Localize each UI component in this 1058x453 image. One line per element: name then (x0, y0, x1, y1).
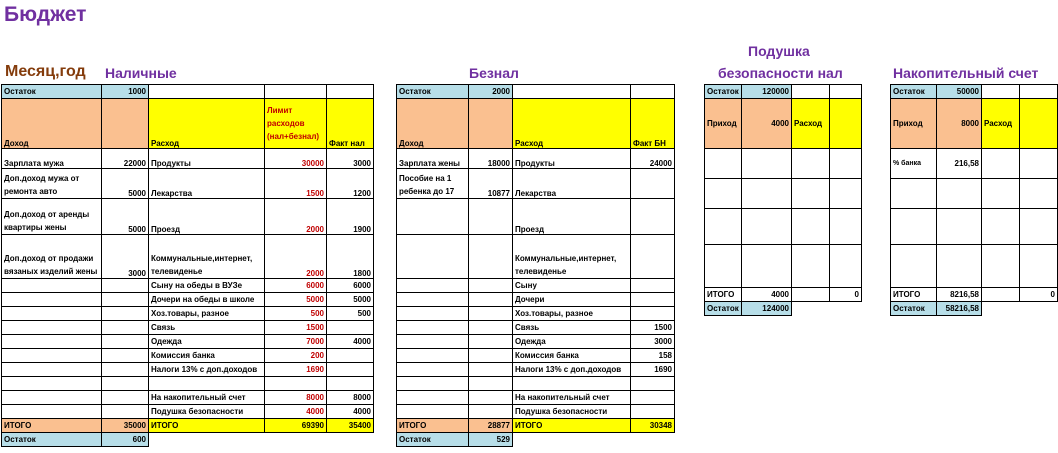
savings-total-out[interactable]: 0 (1020, 288, 1058, 302)
noncash-total-income[interactable]: 28877 (469, 419, 513, 433)
cash-expense-limit[interactable]: 1500 (265, 169, 327, 199)
noncash-income-value[interactable]: 10877 (469, 169, 513, 199)
cash-total-label[interactable]: ИТОГО (2, 419, 102, 433)
cushion-total-label[interactable]: ИТОГО (705, 288, 742, 302)
cushion-in-label[interactable]: Приход (705, 99, 742, 149)
cash-expense-label[interactable]: Сыну на обеды в ВУЗе (149, 279, 265, 293)
noncash-total-expense-label[interactable]: ИТОГО (513, 419, 631, 433)
noncash-income-label[interactable]: Зарплата жены (397, 149, 469, 169)
noncash-income-header[interactable]: Доход (397, 99, 469, 149)
noncash-end-balance-label[interactable]: Остаток (397, 433, 469, 447)
noncash-expense-fact[interactable] (631, 279, 675, 293)
cash-income-label[interactable]: Доп.доход мужа от ремонта авто (2, 169, 102, 199)
cash-fact-header[interactable]: Факт нал (327, 99, 374, 149)
savings-balance-value[interactable]: 50000 (937, 85, 982, 99)
cash-expense-limit[interactable]: 2000 (265, 199, 327, 235)
cash-expense-limit[interactable]: 2000 (265, 235, 327, 279)
cushion-out-label[interactable]: Расход (792, 99, 830, 149)
noncash-income-label[interactable] (397, 199, 469, 235)
cash-total-fact[interactable]: 35400 (327, 419, 374, 433)
cash-expense-label[interactable]: Подушка безопасности (149, 405, 265, 419)
cash-expense-header[interactable]: Расход (149, 99, 265, 149)
savings-pct-value[interactable]: 216,58 (937, 149, 982, 179)
cash-expense-fact[interactable] (327, 377, 374, 391)
noncash-expense-fact[interactable]: 3000 (631, 335, 675, 349)
noncash-expense-fact[interactable]: 1500 (631, 321, 675, 335)
noncash-expense-label[interactable]: Проезд (513, 199, 631, 235)
cash-expense-fact[interactable] (327, 321, 374, 335)
noncash-expense-header[interactable]: Расход (513, 99, 631, 149)
cash-expense-fact[interactable]: 6000 (327, 279, 374, 293)
cash-income-label[interactable]: Зарплата мужа (2, 149, 102, 169)
cash-expense-limit[interactable]: 1690 (265, 363, 327, 377)
cash-income-header[interactable]: Доход (2, 99, 102, 149)
cash-expense-label[interactable]: Одежда (149, 335, 265, 349)
cash-expense-limit[interactable]: 4000 (265, 405, 327, 419)
noncash-expense-label[interactable]: Дочери (513, 293, 631, 307)
cash-expense-label[interactable]: Комиссия банка (149, 349, 265, 363)
noncash-expense-fact[interactable]: 1690 (631, 363, 675, 377)
cash-expense-fact[interactable]: 500 (327, 307, 374, 321)
cash-income-label[interactable]: Доп.доход от аренды квартиры жены (2, 199, 102, 235)
cash-expense-limit[interactable]: 6000 (265, 279, 327, 293)
noncash-expense-label[interactable]: Подушка безопасности (513, 405, 631, 419)
savings-end-balance-label[interactable]: Остаток (891, 302, 937, 316)
noncash-expense-fact[interactable] (631, 307, 675, 321)
cash-end-balance-label[interactable]: Остаток (2, 433, 102, 447)
cash-income-label[interactable]: Доп.доход от продажи вязаных изделий жены (2, 235, 102, 279)
cash-expense-label[interactable]: Налоги 13% с доп.доходов (149, 363, 265, 377)
noncash-expense-fact[interactable] (631, 293, 675, 307)
cash-table (1, 84, 374, 447)
cash-balance-label[interactable]: Остаток (2, 85, 102, 99)
cash-expense-fact[interactable]: 1800 (327, 235, 374, 279)
noncash-end-balance-value[interactable]: 529 (469, 433, 513, 447)
cash-expense-limit[interactable]: 5000 (265, 293, 327, 307)
noncash-expense-label[interactable]: Налоги 13% с доп.доходов (513, 363, 631, 377)
noncash-expense-fact[interactable] (631, 199, 675, 235)
cash-expense-label[interactable]: Проезд (149, 199, 265, 235)
cushion-table (704, 84, 862, 316)
noncash-balance-label[interactable]: Остаток (397, 85, 469, 99)
noncash-expense-label[interactable]: Продукты (513, 149, 631, 169)
savings-pct-label[interactable]: % банка (891, 149, 937, 179)
noncash-expense-label[interactable]: Сыну (513, 279, 631, 293)
cash-limit-header[interactable]: Лимит расходов (нал+безнал) (265, 99, 327, 149)
cash-expense-label[interactable]: Связь (149, 321, 265, 335)
cushion-in-value[interactable]: 4000 (742, 99, 792, 149)
noncash-total-fact[interactable]: 30348 (631, 419, 675, 433)
cushion-section-title-line1: Подушка (748, 43, 810, 59)
cash-expense-fact[interactable] (327, 363, 374, 377)
noncash-expense-label[interactable] (513, 377, 631, 391)
cash-income-value[interactable]: 3000 (102, 235, 149, 279)
cash-expense-fact[interactable]: 1900 (327, 199, 374, 235)
noncash-expense-fact[interactable] (631, 391, 675, 405)
cash-expense-fact[interactable]: 5000 (327, 293, 374, 307)
savings-out-label[interactable]: Расход (982, 99, 1020, 149)
noncash-expense-fact[interactable] (631, 235, 675, 279)
noncash-expense-fact[interactable]: 158 (631, 349, 675, 363)
noncash-total-label[interactable]: ИТОГО (397, 419, 469, 433)
cushion-total-in[interactable]: 4000 (742, 288, 792, 302)
savings-in-label[interactable]: Приход (891, 99, 937, 149)
noncash-expense-label[interactable]: На накопительный счет (513, 391, 631, 405)
cash-expense-limit[interactable] (265, 377, 327, 391)
noncash-expense-label[interactable]: Хоз.товары, разное (513, 307, 631, 321)
month-year-label: Месяц,год (5, 63, 86, 80)
cash-expense-label[interactable]: На накопительный счет (149, 391, 265, 405)
savings-total-in[interactable]: 8216,58 (937, 288, 982, 302)
savings-total-label[interactable]: ИТОГО (891, 288, 937, 302)
noncash-expense-label[interactable]: Одежда (513, 335, 631, 349)
page-title: Бюджет (4, 3, 87, 26)
cash-expense-label[interactable]: Лекарства (149, 169, 265, 199)
cash-income-value[interactable]: 5000 (102, 169, 149, 199)
cushion-end-balance-label[interactable]: Остаток (705, 302, 742, 316)
noncash-expense-fact[interactable] (631, 377, 675, 391)
noncash-expense-label[interactable]: Коммунальные,интернет, телевиденье (513, 235, 631, 279)
cash-expense-fact[interactable]: 3000 (327, 149, 374, 169)
savings-end-balance-value[interactable]: 58216,58 (937, 302, 982, 316)
cash-expense-limit[interactable]: 1500 (265, 321, 327, 335)
cash-balance-value[interactable]: 1000 (102, 85, 149, 99)
cushion-balance-value[interactable]: 120000 (742, 85, 792, 99)
cash-expense-fact[interactable]: 4000 (327, 405, 374, 419)
cash-income-value[interactable]: 22000 (102, 149, 149, 169)
noncash-expense-fact[interactable] (631, 405, 675, 419)
cash-expense-label[interactable]: Продукты (149, 149, 265, 169)
cash-section-title: Наличные (105, 65, 177, 81)
noncash-income-label[interactable] (397, 235, 469, 279)
noncash-income-value[interactable] (469, 199, 513, 235)
cash-expense-label[interactable] (149, 377, 265, 391)
noncash-balance-value[interactable]: 2000 (469, 85, 513, 99)
noncash-income-label[interactable]: Пособие на 1 ребенка до 17 (397, 169, 469, 199)
noncash-expense-fact[interactable] (631, 169, 675, 199)
cash-expense-fact[interactable]: 4000 (327, 335, 374, 349)
cushion-total-out[interactable]: 0 (830, 288, 862, 302)
cash-income-value[interactable]: 5000 (102, 199, 149, 235)
cash-expense-label[interactable]: Коммунальные,интернет, телевиденье (149, 235, 265, 279)
cash-expense-limit[interactable]: 30000 (265, 149, 327, 169)
cash-expense-limit[interactable]: 200 (265, 349, 327, 363)
noncash-expense-label[interactable]: Комиссия банка (513, 349, 631, 363)
cash-expense-limit[interactable]: 7000 (265, 335, 327, 349)
savings-in-value[interactable]: 8000 (937, 99, 982, 149)
noncash-expense-label[interactable]: Связь (513, 321, 631, 335)
cash-expense-fact[interactable]: 8000 (327, 391, 374, 405)
cash-total-limit[interactable]: 69390 (265, 419, 327, 433)
savings-balance-label[interactable]: Остаток (891, 85, 937, 99)
noncash-section-title: Безнал (469, 65, 519, 81)
cash-expense-fact[interactable]: 1200 (327, 169, 374, 199)
cash-expense-fact[interactable] (327, 349, 374, 363)
noncash-table (396, 84, 675, 447)
cash-expense-limit[interactable]: 8000 (265, 391, 327, 405)
cash-end-balance-value[interactable]: 600 (102, 433, 149, 447)
cash-expense-limit[interactable]: 500 (265, 307, 327, 321)
cash-total-expense-label[interactable]: ИТОГО (149, 419, 265, 433)
cash-total-income[interactable]: 35000 (102, 419, 149, 433)
savings-table (890, 84, 1058, 316)
savings-section-title: Накопительный счет (893, 65, 1039, 81)
noncash-expense-fact[interactable]: 24000 (631, 149, 675, 169)
cushion-end-balance-value[interactable]: 124000 (742, 302, 792, 316)
cash-expense-label[interactable]: Дочери на обеды в школе (149, 293, 265, 307)
noncash-expense-label[interactable]: Лекарства (513, 169, 631, 199)
cushion-balance-label[interactable]: Остаток (705, 85, 742, 99)
noncash-income-value[interactable]: 18000 (469, 149, 513, 169)
noncash-income-value[interactable] (469, 235, 513, 279)
cash-expense-label[interactable]: Хоз.товары, разное (149, 307, 265, 321)
noncash-fact-header[interactable]: Факт БН (631, 99, 675, 149)
cushion-section-title-line2: безопасности нал (718, 65, 843, 81)
